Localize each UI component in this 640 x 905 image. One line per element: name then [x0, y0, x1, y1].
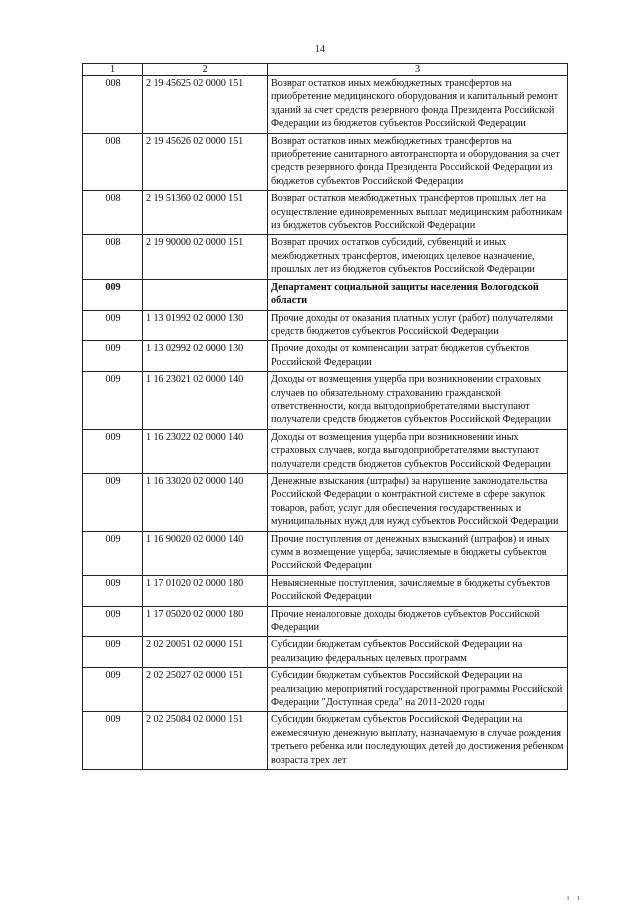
table-row [83, 191, 568, 235]
income-name-cell: Субсидии бюджетам субъектов Российской Федерации на реализацию мероприятий государственной программы Российской Федерации "Доступная среда" на 2011-2020 годы [268, 668, 568, 712]
income-name-cell: Невыясненные поступления, зачисляемые в бюджеты субъектов Российской Федерации [268, 575, 568, 606]
admin-code-cell: 009 [83, 372, 143, 430]
budget-code-cell: 1 16 23021 02 0000 140 [143, 372, 268, 430]
department-row [83, 279, 568, 310]
table-row [83, 76, 568, 134]
table-row [83, 575, 568, 606]
table-row [83, 637, 568, 668]
admin-code-cell: 009 [83, 637, 143, 668]
table-row [83, 606, 568, 637]
budget-code-cell: 2 19 45626 02 0000 151 [143, 133, 268, 191]
income-name-cell: Возврат остатков иных межбюджетных трансфертов на приобретение медицинского оборудования и капитальный ремонт зданий за счет средств резервного фонда Президента Российской Федерации из бюджетов субъектов Российской Федерации [268, 76, 568, 134]
budget-code-cell: 1 16 90020 02 0000 140 [143, 531, 268, 575]
table-row [83, 310, 568, 341]
table-row [83, 668, 568, 712]
admin-code-cell: 008 [83, 191, 143, 235]
table-row [83, 372, 568, 430]
admin-code-cell: 009 [83, 668, 143, 712]
income-name-cell: Прочие поступления от денежных взысканий (штрафов) и иных сумм в возмещение ущерба, зачисляемые в бюджеты субъектов Российской Федерации [268, 531, 568, 575]
budget-code-cell: 2 19 45625 02 0000 151 [143, 76, 268, 134]
income-name-cell: Возврат остатков межбюджетных трансфертов прошлых лет на осуществление единовременных выплат медицинским работникам из бюджетов субъектов Российской Федерации [268, 191, 568, 235]
admin-code-cell: 009 [83, 531, 143, 575]
table-row [83, 712, 568, 770]
admin-code-cell: 008 [83, 76, 143, 134]
income-name-cell: Прочие неналоговые доходы бюджетов субъектов Российской Федерации [268, 606, 568, 637]
income-name-cell: Доходы от возмещения ущерба при возникновении страховых случаев по обязательному страхованию гражданской ответственности, когда выгодоприобретателями выступают получатели средств бюджетов субъектов Российской Федерации [268, 372, 568, 430]
page-number: 14 [315, 44, 325, 55]
admin-code-cell: 009 [83, 473, 143, 531]
table-row [83, 235, 568, 279]
budget-code-cell: 2 19 90000 02 0000 151 [143, 235, 268, 279]
table-row [83, 341, 568, 372]
income-name-cell: Прочие доходы от компенсации затрат бюджетов субъектов Российской Федерации [268, 341, 568, 372]
table-row [83, 429, 568, 473]
header-col-3: 3 [268, 64, 568, 76]
admin-code-cell: 008 [83, 235, 143, 279]
budget-code-cell: 2 19 51360 02 0000 151 [143, 191, 268, 235]
header-col-2: 2 [143, 64, 268, 76]
budget-code-cell [143, 279, 268, 310]
admin-code-cell: 009 [83, 279, 143, 310]
table-row [83, 531, 568, 575]
income-name-cell: Возврат остатков иных межбюджетных трансфертов на приобретение санитарного автотранспорта и оборудования за счет средств резервного фонда Президента Российской Федерации из бюджетов субъектов Российской Федерации [268, 133, 568, 191]
header-row [83, 64, 568, 76]
budget-code-cell: 1 17 05020 02 0000 180 [143, 606, 268, 637]
admin-code-cell: 009 [83, 341, 143, 372]
budget-code-cell: 2 02 20051 02 0000 151 [143, 637, 268, 668]
income-name-cell: Субсидии бюджетам субъектов Российской Федерации на ежемесячную денежную выплату, назначаемую в случае рождения третьего ребенка или последующих детей до достижения ребенком возраста трех лет [268, 712, 568, 770]
admin-code-cell: 009 [83, 575, 143, 606]
budget-code-cell: 1 17 01020 02 0000 180 [143, 575, 268, 606]
income-name-cell: Доходы от возмещения ущерба при возникновении иных страховых случаев, когда выгодоприобретателями выступают получатели средств бюджетов субъектов Российской Федерации [268, 429, 568, 473]
budget-code-cell: 1 13 01992 02 0000 130 [143, 310, 268, 341]
admin-code-cell: 009 [83, 310, 143, 341]
admin-code-cell: 009 [83, 606, 143, 637]
budget-code-cell: 1 16 33020 02 0000 140 [143, 473, 268, 531]
table-row [83, 133, 568, 191]
budget-code-cell: 1 13 02992 02 0000 130 [143, 341, 268, 372]
corner-mark: ı ı [567, 893, 583, 902]
header-col-1: 1 [83, 64, 143, 76]
income-name-cell: Прочие доходы от оказания платных услуг (работ) получателями средств бюджетов субъектов Российской Федерации [268, 310, 568, 341]
budget-code-cell: 1 16 23022 02 0000 140 [143, 429, 268, 473]
admin-code-cell: 008 [83, 133, 143, 191]
income-name-cell: Денежные взыскания (штрафы) за нарушение законодательства Российской Федерации о контрактной системе в сфере закупок товаров, работ, услуг для обеспечения государственных и муниципальных нужд для нужд субъектов Российской Федерации [268, 473, 568, 531]
admin-code-cell: 009 [83, 429, 143, 473]
income-name-cell: Субсидии бюджетам субъектов Российской Федерации на реализацию федеральных целевых программ [268, 637, 568, 668]
income-name-cell: Департамент социальной защиты населения Вологодской области [268, 279, 568, 310]
budget-code-cell: 2 02 25027 02 0000 151 [143, 668, 268, 712]
revenue-codes-table [82, 63, 568, 770]
budget-code-cell: 2 02 25084 02 0000 151 [143, 712, 268, 770]
income-name-cell: Возврат прочих остатков субсидий, субвенций и иных межбюджетных трансфертов, имеющих целевое назначение, прошлых лет из бюджетов субъектов Российской Федерации [268, 235, 568, 279]
admin-code-cell: 009 [83, 712, 143, 770]
table-row [83, 473, 568, 531]
